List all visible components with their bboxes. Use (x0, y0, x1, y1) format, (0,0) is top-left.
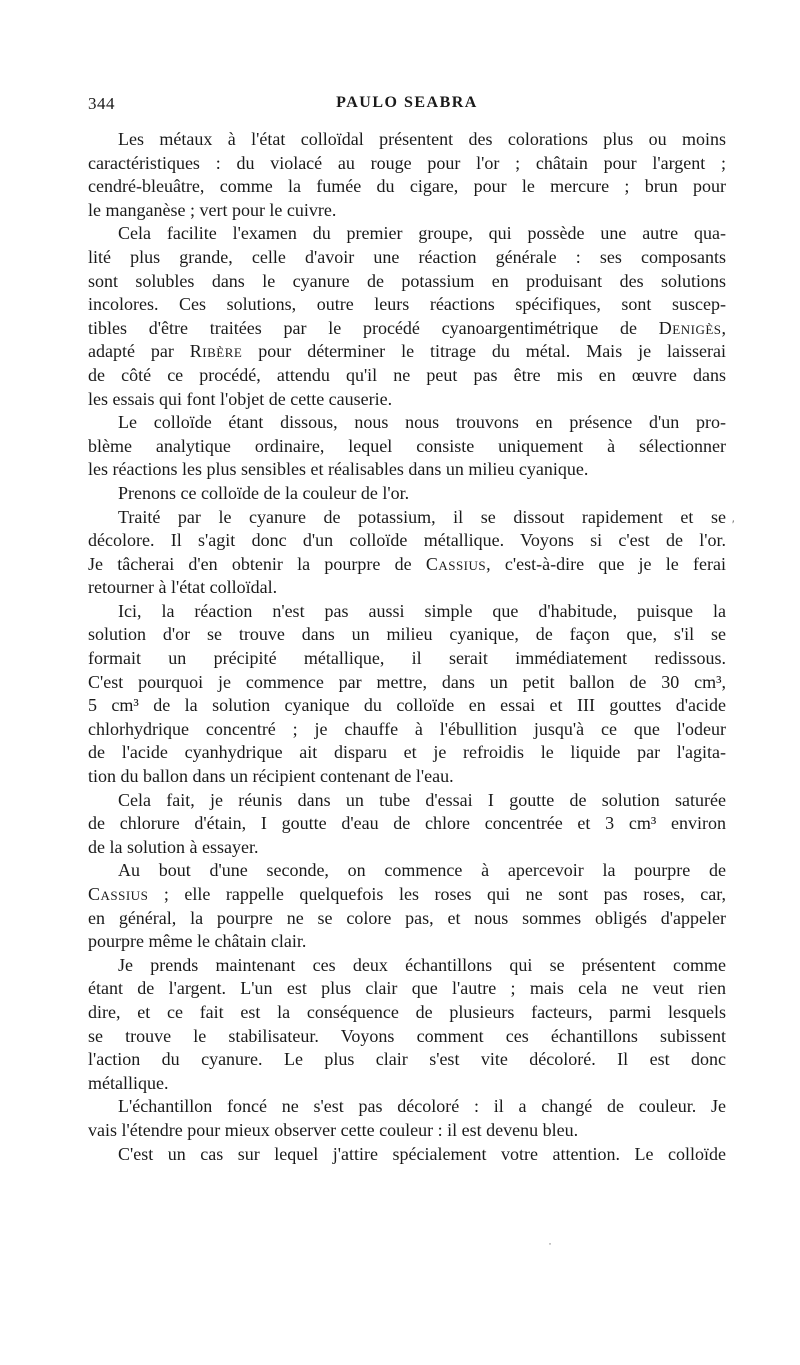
text-line: de chlorure d'étain, I goutte d'eau de chlore concentrée et 3 cm³ environ (88, 813, 726, 834)
paragraph (88, 128, 726, 222)
text-line: pourpre même le châtain clair. (88, 931, 307, 952)
paragraph (88, 411, 726, 482)
text-line: Prenons ce colloïde de la couleur de l'or. (118, 482, 410, 503)
text-line (88, 340, 726, 364)
margin-mark: ′ (732, 517, 735, 531)
small-caps-name: Cassius (425, 553, 487, 574)
paragraph (88, 600, 726, 789)
text-line: C'est pourquoi je commence par mettre, dans un petit ballon de 30 cm³, (88, 671, 726, 692)
text-run: , c'est-à-dire que je le ferai (486, 553, 726, 574)
text-line: décolore. Il s'agit donc d'un colloïde métallique. Voyons si c'est de l'or. (88, 530, 726, 551)
text-line (88, 317, 726, 341)
text-line: Le colloïde étant dissous, nous nous trouvons en présence d'un pro- (118, 412, 726, 433)
text-run: pour déterminer le titrage du métal. Mais je laisserai (242, 341, 726, 362)
paragraph (88, 506, 726, 600)
text-line: formait un précipité métallique, il serait immédiatement redissous. (88, 648, 726, 669)
text-line: retourner à l'état colloïdal. (88, 577, 278, 598)
paragraph (88, 1095, 726, 1142)
text-line: Les métaux à l'état colloïdal présentent des colorations plus ou moins (118, 129, 726, 149)
text-line: incolores. Ces solutions, outre leurs réactions spécifiques, sont suscep- (88, 294, 726, 315)
text-line: cendré-bleuâtre, comme la fumée du cigare, pour le mercure ; brun pour (88, 176, 726, 197)
text-line: 5 cm³ de la solution cyanique du colloïde en essai et III gouttes d'acide (88, 695, 726, 716)
text-line: Je prends maintenant ces deux échantillons qui se présentent comme (118, 954, 726, 975)
text-line: L'échantillon foncé ne s'est pas décoloré : il a changé de couleur. Je (118, 1096, 726, 1117)
text-line: étant de l'argent. L'un est plus clair que l'autre ; mais cela ne veut rien (88, 978, 726, 999)
text-line: Traité par le cyanure de potassium, il se dissout rapidement et se (118, 506, 726, 527)
small-caps-name: Ribère (189, 341, 243, 362)
text-line: chlorhydrique concentré ; je chauffe à l'ébullition jusqu'à ce que l'odeur (88, 718, 726, 739)
text-line: se trouve le stabilisateur. Voyons comment ces échantillons subissent (88, 1025, 726, 1046)
text-line: vais l'étendre pour mieux observer cette couleur : il est devenu bleu. (88, 1119, 579, 1140)
text-line: les réactions les plus sensibles et réalisables dans un milieu cyanique. (88, 459, 589, 480)
text-line: blème analytique ordinaire, lequel consiste uniquement à sélectionner (88, 435, 726, 456)
body-text (88, 128, 726, 1166)
text-run: adapté par (88, 341, 190, 362)
text-line: de côté ce procédé, attendu qu'il ne peut pas être mis en œuvre dans (88, 364, 726, 385)
text-run: Je tâcherai d'en obtenir la pourpre de (88, 553, 426, 574)
text-line (88, 553, 726, 577)
text-line: caractéristiques : du violacé au rouge pour l'or ; châtain pour l'argent ; (88, 152, 726, 173)
text-run: , (721, 317, 726, 338)
running-head: PAULO SEABRA (336, 94, 478, 111)
text-line: de la solution à essayer. (88, 836, 259, 857)
text-line: l'action du cyanure. Le plus clair s'est vite décoloré. Il est donc (88, 1049, 726, 1070)
paragraph (88, 859, 726, 953)
text-line: Au bout d'une seconde, on commence à apercevoir la pourpre de (118, 860, 726, 881)
text-line: solution d'or se trouve dans un milieu cyanique, de façon que, s'il se (88, 624, 726, 645)
text-line: sont solubles dans le cyanure de potassium en produisant des solutions (88, 270, 726, 291)
paragraph (88, 222, 726, 411)
text-line: les essais qui font l'objet de cette causerie. (88, 388, 393, 409)
text-line: lité plus grande, celle d'avoir une réaction générale : ses composants (88, 246, 726, 267)
small-caps-name: Denigès (658, 317, 722, 338)
text-run: tibles d'être traitées par le procédé cyanoargentimétrique de (88, 317, 659, 338)
page-header (88, 94, 726, 116)
page-number: 344 (88, 94, 115, 113)
paragraph (88, 789, 726, 860)
text-line: Cela facilite l'examen du premier groupe, qui possède une autre qua- (118, 223, 726, 244)
text-line: Ici, la réaction n'est pas aussi simple que d'habitude, puisque la (118, 600, 726, 621)
text-line: C'est un cas sur lequel j'attire spécialement votre attention. Le colloïde (118, 1143, 726, 1164)
text-line: dire, et ce fait est la conséquence de plusieurs facteurs, parmi lesquels (88, 1001, 726, 1022)
text-line: tion du ballon dans un récipient contenant de l'eau. (88, 766, 454, 787)
paragraph (88, 954, 726, 1096)
text-line: en général, la pourpre ne se colore pas, et nous sommes obligés d'appeler (88, 907, 726, 928)
small-caps-name: Cassius (88, 884, 149, 904)
paragraph (88, 482, 726, 506)
ink-speck: ˙ (548, 1240, 552, 1254)
text-line: Cela fait, je réunis dans un tube d'essai I goutte de solution saturée (118, 789, 726, 810)
text-run: ; elle rappelle quelquefois les roses qui ne sont pas roses, car, (148, 884, 726, 904)
text-line (88, 883, 726, 907)
text-line: le manganèse ; vert pour le cuivre. (88, 199, 337, 220)
text-line: métallique. (88, 1072, 169, 1093)
paragraph (88, 1143, 726, 1167)
text-line: de l'acide cyanhydrique ait disparu et je refroidis le liquide par l'agita- (88, 742, 726, 763)
